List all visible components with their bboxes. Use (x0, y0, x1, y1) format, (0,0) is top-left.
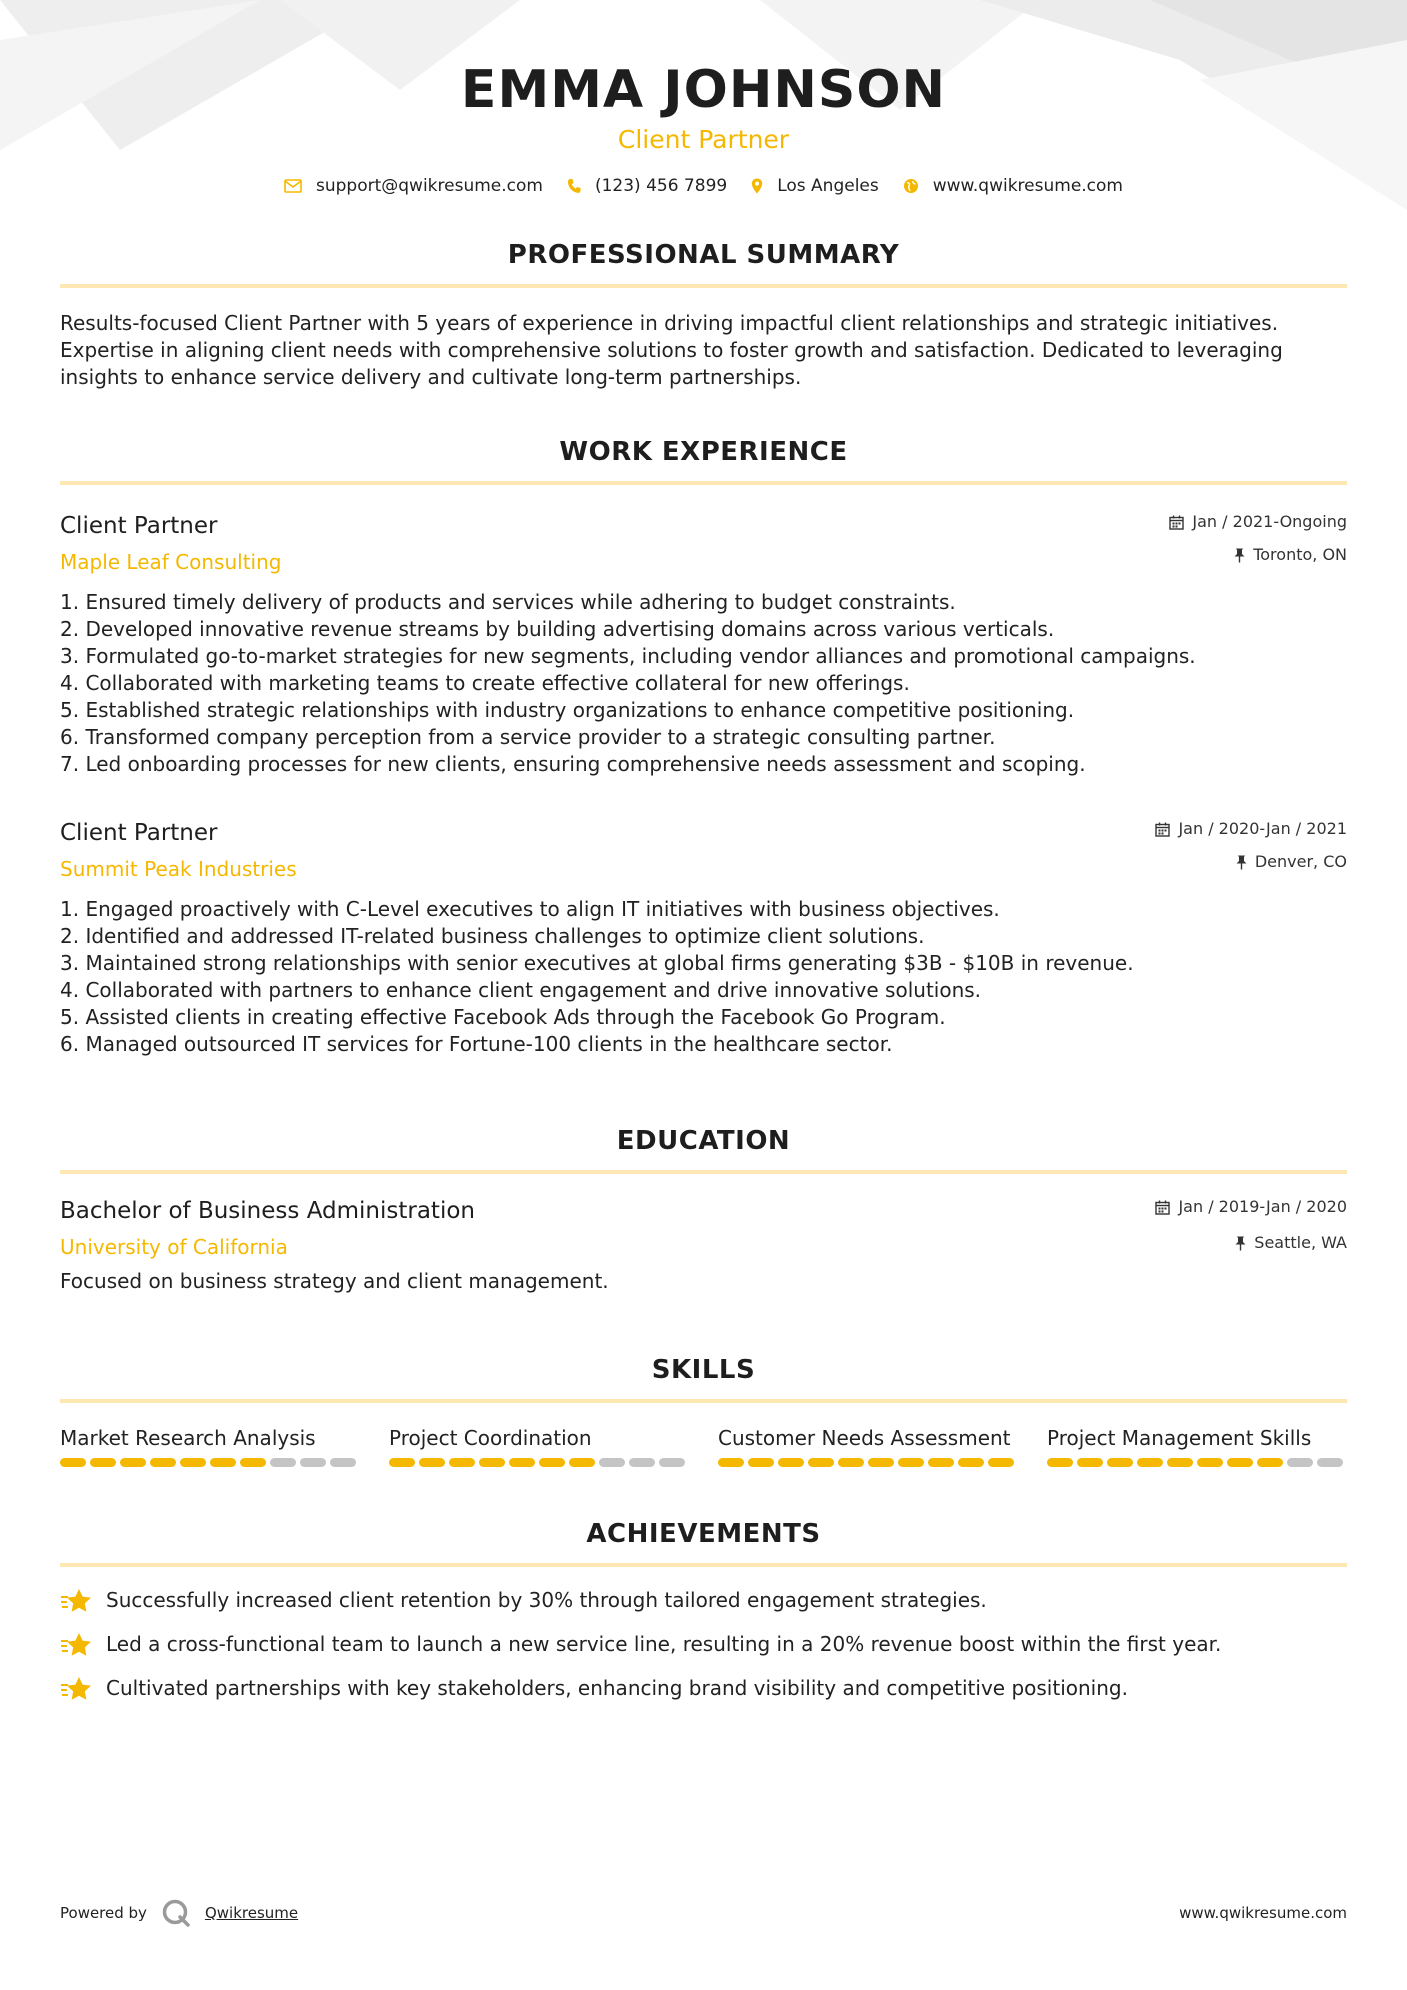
skill-item (389, 1425, 689, 1467)
phone-icon (567, 178, 581, 194)
rating-dot-filled (449, 1458, 475, 1467)
qwikresume-logo-icon (161, 1898, 191, 1928)
star-icon (60, 1632, 92, 1658)
envelope-icon (284, 179, 302, 193)
star-icon (60, 1676, 92, 1702)
achievements-divider (60, 1563, 1347, 1567)
education-divider (60, 1170, 1347, 1174)
globe-icon (903, 178, 919, 194)
rating-dot-filled (778, 1458, 804, 1467)
job-company: Summit Peak Industries (60, 857, 297, 881)
rating-dot-filled (479, 1458, 505, 1467)
rating-dot-filled (90, 1458, 116, 1467)
job-bullets (60, 896, 1347, 1058)
skill-rating (718, 1458, 1018, 1467)
job-title: Client Partner (60, 820, 218, 846)
list-item: 6. Transformed company perception from a service provider to a strategic consulting partner. (60, 725, 996, 749)
list-item: 3. Maintained strong relationships with senior executives at global firms generating $3B - $10B in revenue. (60, 951, 1134, 975)
contact-location (751, 176, 879, 196)
rating-dot-filled (509, 1458, 535, 1467)
rating-dot-filled (718, 1458, 744, 1467)
list-item: 4. Collaborated with marketing teams to create effective collateral for new offerings. (60, 671, 910, 695)
rating-dot-filled (1227, 1458, 1253, 1467)
skill-rating (60, 1458, 360, 1467)
contact-bar (60, 176, 1347, 196)
job-dates: Jan / 2020-Jan / 2021 (1178, 819, 1347, 838)
rating-dot-filled (1077, 1458, 1103, 1467)
footer (60, 1898, 1347, 1928)
list-item: 5. Assisted clients in creating effective Facebook Ads through the Facebook Go Program. (60, 1005, 946, 1029)
list-item: 1. Ensured timely delivery of products and services while adhering to budget constraints. (60, 590, 956, 614)
rating-dot-filled (60, 1458, 86, 1467)
star-icon (60, 1588, 92, 1614)
job-company: Maple Leaf Consulting (60, 550, 282, 574)
skill-rating (1047, 1458, 1347, 1467)
qwikresume-link[interactable]: Qwikresume (204, 1904, 299, 1922)
contact-location-text: Los Angeles (777, 176, 879, 196)
rating-dot-empty (659, 1458, 685, 1467)
contact-website-text: www.qwikresume.com (932, 176, 1123, 196)
job-location: Toronto, ON (1253, 545, 1347, 564)
rating-dot-filled (748, 1458, 774, 1467)
experience-section (60, 435, 1347, 1058)
job-title: Client Partner (60, 513, 218, 539)
rating-dot-filled (808, 1458, 834, 1467)
resume-header (60, 0, 1347, 196)
skill-name: Project Coordination (389, 1426, 592, 1450)
contact-website[interactable] (903, 176, 1123, 196)
list-item: 5. Established strategic relationships with industry organizations to enhance competitive positioning. (60, 698, 1075, 722)
experience-heading: WORK EXPERIENCE (559, 437, 848, 467)
skills-grid (60, 1425, 1347, 1467)
contact-phone-text: (123) 456 7899 (594, 176, 728, 196)
achievement-text: Led a cross-functional team to launch a new service line, resulting in a 20% revenue boost within the first year. (106, 1632, 1222, 1656)
rating-dot-empty (300, 1458, 326, 1467)
list-item: 4. Collaborated with partners to enhance client engagement and drive innovative solutions. (60, 978, 982, 1002)
rating-dot-filled (838, 1458, 864, 1467)
education-description: Focused on business strategy and client management. (60, 1269, 609, 1293)
job-bullets (60, 589, 1347, 778)
rating-dot-filled (898, 1458, 924, 1467)
map-pin-icon (751, 178, 763, 194)
rating-dot-filled (1107, 1458, 1133, 1467)
rating-dot-empty (629, 1458, 655, 1467)
candidate-title: Client Partner (617, 125, 790, 154)
pushpin-icon (1234, 548, 1245, 563)
achievements-list (60, 1587, 1347, 1702)
education-location: Seattle, WA (1254, 1233, 1347, 1252)
education-entry (60, 1196, 1347, 1295)
skill-rating (389, 1458, 689, 1467)
summary-section (60, 238, 1347, 391)
achievement-text: Cultivated partnerships with key stakeholders, enhancing brand visibility and competitive positioning. (106, 1676, 1128, 1700)
summary-heading: PROFESSIONAL SUMMARY (507, 240, 900, 270)
skills-heading: SKILLS (651, 1355, 756, 1385)
skill-name: Customer Needs Assessment (718, 1426, 1011, 1450)
skill-name: Project Management Skills (1047, 1426, 1312, 1450)
skill-item (1047, 1425, 1347, 1467)
achievements-section (60, 1517, 1347, 1702)
rating-dot-filled (419, 1458, 445, 1467)
skills-divider (60, 1399, 1347, 1403)
rating-dot-filled (150, 1458, 176, 1467)
achievement-item (60, 1587, 1347, 1614)
job-dates: Jan / 2021-Ongoing (1192, 512, 1347, 531)
rating-dot-filled (1167, 1458, 1193, 1467)
pushpin-icon (1236, 855, 1247, 870)
contact-email-text: support@qwikresume.com (316, 176, 543, 196)
degree-title: Bachelor of Business Administration (60, 1198, 475, 1224)
rating-dot-filled (539, 1458, 565, 1467)
education-section (60, 1124, 1347, 1295)
rating-dot-empty (270, 1458, 296, 1467)
skills-section (60, 1353, 1347, 1467)
rating-dot-filled (389, 1458, 415, 1467)
list-item: 2. Developed innovative revenue streams by building advertising domains across various verticals. (60, 617, 1055, 641)
achievements-heading: ACHIEVEMENTS (586, 1519, 821, 1549)
list-item: 2. Identified and addressed IT-related business challenges to optimize client solutions. (60, 924, 925, 948)
pushpin-icon (1235, 1236, 1246, 1251)
rating-dot-filled (210, 1458, 236, 1467)
education-dates: Jan / 2019-Jan / 2020 (1178, 1197, 1347, 1216)
calendar-icon (1155, 1200, 1170, 1215)
experience-divider (60, 481, 1347, 485)
job-entry (60, 511, 1347, 778)
list-item: 6. Managed outsourced IT services for Fortune-100 clients in the healthcare sector. (60, 1032, 893, 1056)
rating-dot-filled (868, 1458, 894, 1467)
calendar-icon (1169, 515, 1184, 530)
rating-dot-filled (1047, 1458, 1073, 1467)
school-name: University of California (60, 1235, 288, 1259)
rating-dot-filled (958, 1458, 984, 1467)
achievement-text: Successfully increased client retention by 30% through tailored engagement strategies. (106, 1588, 987, 1612)
footer-website[interactable]: www.qwikresume.com (1179, 1904, 1347, 1922)
skill-item (718, 1425, 1018, 1467)
rating-dot-filled (569, 1458, 595, 1467)
rating-dot-empty (1317, 1458, 1343, 1467)
education-heading: EDUCATION (616, 1126, 791, 1156)
rating-dot-empty (599, 1458, 625, 1467)
list-item: 3. Formulated go-to-market strategies for new segments, including vendor alliances and promotional campaigns. (60, 644, 1196, 668)
rating-dot-empty (1287, 1458, 1313, 1467)
contact-email[interactable] (284, 176, 543, 196)
rating-dot-filled (928, 1458, 954, 1467)
rating-dot-filled (1137, 1458, 1163, 1467)
list-item: 1. Engaged proactively with C-Level executives to align IT initiatives with business objectives. (60, 897, 1000, 921)
powered-by-label: Powered by (60, 1904, 147, 1922)
list-item: 7. Led onboarding processes for new clients, ensuring comprehensive needs assessment and scoping. (60, 752, 1086, 776)
skill-item (60, 1425, 360, 1467)
rating-dot-filled (1197, 1458, 1223, 1467)
job-entry (60, 818, 1347, 1058)
skill-name: Market Research Analysis (60, 1426, 316, 1450)
contact-phone[interactable] (567, 176, 727, 196)
rating-dot-filled (240, 1458, 266, 1467)
rating-dot-filled (120, 1458, 146, 1467)
job-location: Denver, CO (1254, 852, 1347, 871)
rating-dot-filled (180, 1458, 206, 1467)
rating-dot-filled (1257, 1458, 1283, 1467)
achievement-item (60, 1675, 1347, 1702)
calendar-icon (1155, 822, 1170, 837)
summary-divider (60, 284, 1347, 288)
candidate-name: EMMA JOHNSON (460, 60, 947, 120)
summary-text: Results-focused Client Partner with 5 years of experience in driving impactful client relationships and strategic initiatives. Expertise in aligning client needs with comprehensive solutions to foster growth and satisfaction. Dedicated to leveraging insights to enhance service delivery and cultivate long-term partnerships. (60, 311, 1283, 389)
rating-dot-empty (330, 1458, 356, 1467)
achievement-item (60, 1631, 1347, 1658)
rating-dot-filled (988, 1458, 1014, 1467)
